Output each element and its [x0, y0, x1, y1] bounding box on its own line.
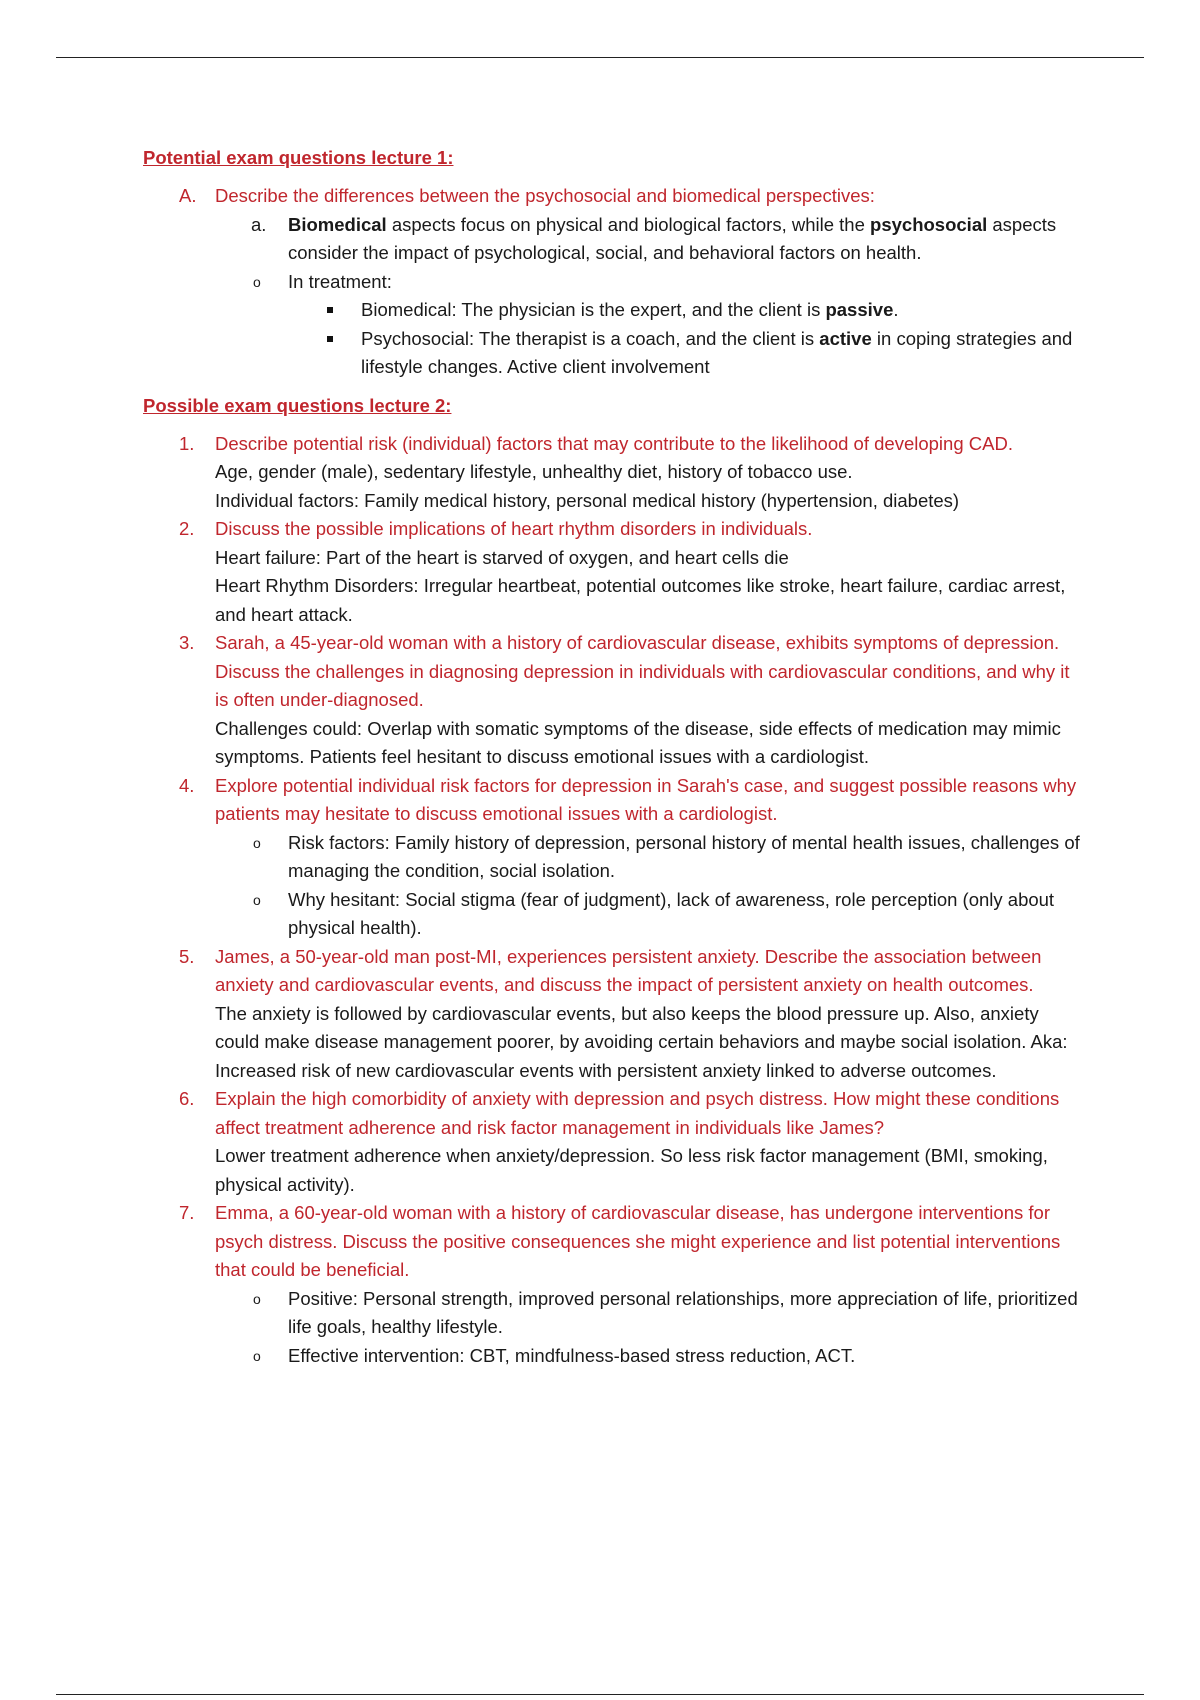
question-5 [143, 943, 1083, 1000]
question-1 [143, 430, 1083, 459]
answer-5: The anxiety is followed by cardiovascular events, but also keeps the blood pressure up. Also, anxiety could make disease management poorer, by avoiding certain behaviors and maybe social isolation. Aka: Increased risk of new cardiovascular events with persistent anxiety linked to adverse outcomes. [215, 1002, 1068, 1081]
answer-1a: Age, gender (male), sedentary lifestyle, unhealthy diet, history of tobacco use. [215, 461, 853, 482]
treatment-biomedical-end: . [893, 299, 899, 320]
treatment-biomedical-text: Biomedical: The physician is the expert, and the client is [361, 299, 826, 320]
lecture2-heading: Possible exam questions lecture 2: [143, 394, 452, 416]
circle-bullet-icon: o [253, 1290, 261, 1307]
question-6-text: Explain the high comorbidity of anxiety with depression and psych distress. How might these conditions affect treatment adherence and risk factor management in individuals like James? [215, 1088, 1060, 1138]
top-rule [56, 57, 1144, 58]
answer-3: Challenges could: Overlap with somatic symptoms of the disease, side effects of medication may mimic symptoms. Patients feel hesitant to discuss emotional issues with a cardiologist. [215, 717, 1061, 767]
document-body [143, 144, 1083, 1370]
question-4-marker: 4. [179, 774, 195, 796]
question-5-marker: 5. [179, 945, 195, 967]
circle-bullet-icon: o [253, 273, 261, 290]
active-bold: active [819, 327, 872, 349]
answer-a-text2: aspects consider the impact of psychological, social, and behavioral factors on health. [288, 213, 1057, 263]
square-bullet-icon [327, 307, 333, 313]
question-3 [143, 629, 1083, 715]
circle-bullet-icon: o [253, 891, 261, 908]
question-6-marker: 6. [179, 1088, 195, 1109]
question-2-marker: 2. [179, 518, 195, 539]
treatment-item [143, 268, 1083, 297]
answer-a [143, 211, 1083, 268]
question-2 [143, 515, 1083, 544]
question-1-marker: 1. [179, 432, 195, 454]
treatment-label: In treatment: [288, 270, 392, 292]
answer-7-positive [143, 1285, 1083, 1342]
lecture1-heading: Potential exam questions lecture 1: [143, 147, 454, 168]
answer-1b: Individual factors: Family medical history, personal medical history (hypertension, diabetes) [215, 489, 960, 511]
circle-bullet-icon: o [253, 1347, 261, 1364]
answer-2b: Heart Rhythm Disorders: Irregular heartbeat, potential outcomes like stroke, heart failure, cardiac arrest, and heart attack. [215, 575, 1066, 625]
question-1-text: Describe potential risk (individual) factors that may contribute to the likelihood of developing CAD. [215, 432, 1013, 454]
answer-4-bullet1: Risk factors: Family history of depression, personal history of mental health issues, challenges of managing the condition, social isolation. [288, 831, 1080, 881]
treatment-psychosocial-end: in coping strategies and lifestyle changes. Active client involvement [361, 327, 1073, 377]
question-3-marker: 3. [179, 632, 195, 653]
answer-4-bullet2: Why hesitant: Social stigma (fear of judgment), lack of awareness, role perception (only about physical health). [288, 888, 1055, 938]
biomedical-bold: Biomedical [288, 213, 387, 235]
question-a-marker: A. [179, 185, 197, 206]
answer-7-bullet2: Effective intervention: CBT, mindfulness-based stress reduction, ACT. [288, 1344, 856, 1366]
question-7-marker: 7. [179, 1202, 195, 1223]
circle-bullet-icon: o [253, 834, 261, 851]
treatment-psychosocial-text: Psychosocial: The therapist is a coach, and the client is [361, 327, 820, 349]
question-a [143, 182, 1083, 211]
passive-bold: passive [825, 299, 894, 320]
question-2-text: Discuss the possible implications of heart rhythm disorders in individuals. [215, 518, 813, 539]
answer-2a: Heart failure: Part of the heart is starved of oxygen, and heart cells die [215, 546, 789, 568]
question-5-text: James, a 50-year-old man post-MI, experiences persistent anxiety. Describe the association between anxiety and cardiovascular events, and discuss the impact of persistent anxiety on health outcomes. [215, 945, 1042, 995]
bottom-rule [56, 1694, 1144, 1695]
question-6 [143, 1085, 1083, 1142]
answer-4-why-hesitant [143, 886, 1083, 943]
answer-4-risk-factors [143, 829, 1083, 886]
answer-a-text1: aspects focus on physical and biological factors, while the [386, 213, 871, 235]
question-4 [143, 772, 1083, 829]
question-7 [143, 1199, 1083, 1285]
question-3-text: Sarah, a 45-year-old woman with a history of cardiovascular disease, exhibits symptoms of depression. Discuss the challenges in diagnosing depression in individuals with cardiovascular conditions, and why it is often under-diagnosed. [215, 632, 1070, 710]
answer-7-interventions [143, 1342, 1083, 1371]
square-bullet-icon [327, 336, 333, 342]
psychosocial-bold: psychosocial [870, 213, 988, 235]
answer-6: Lower treatment adherence when anxiety/depression. So less risk factor management (BMI, smoking, physical activity). [215, 1145, 1048, 1195]
question-7-text: Emma, a 60-year-old woman with a history of cardiovascular disease, has undergone interventions for psych distress. Discuss the positive consequences she might experience and list potential interventions that could be beneficial. [215, 1202, 1061, 1280]
treatment-psychosocial [143, 325, 1083, 382]
answer-a-marker: a. [251, 213, 267, 235]
answer-7-bullet1: Positive: Personal strength, improved personal relationships, more appreciation of life, prioritized life goals, healthy lifestyle. [288, 1287, 1078, 1337]
question-a-text: Describe the differences between the psychosocial and biomedical perspectives: [215, 185, 875, 206]
treatment-biomedical [143, 296, 1083, 325]
question-4-text: Explore potential individual risk factors for depression in Sarah's case, and suggest possible reasons why patients may hesitate to discuss emotional issues with a cardiologist. [215, 774, 1077, 824]
